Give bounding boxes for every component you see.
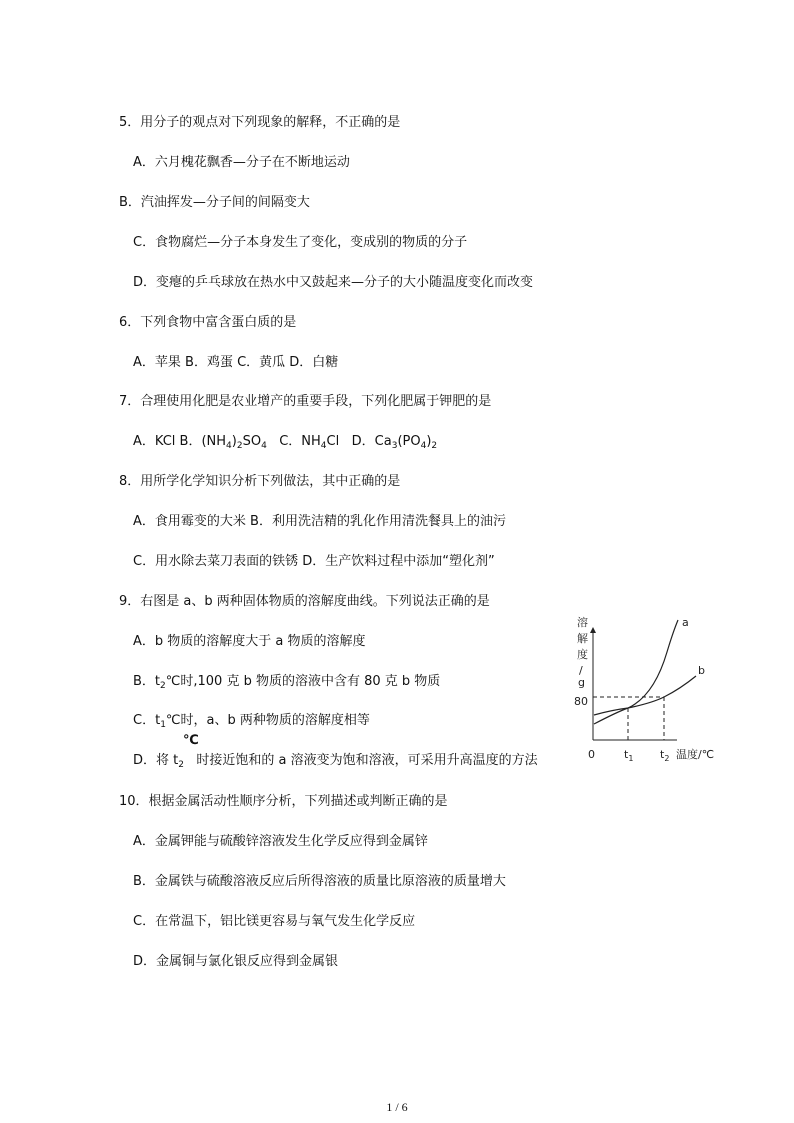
x-tick-t1: $t_1$ (624, 748, 634, 763)
q8-options-cd: C．用水除去菜刀表面的铁锈 D．生产饮料过程中添加“塑化剂” (133, 554, 495, 569)
q5-option-b: B．汽油挥发—分子间的间隔变大 (119, 195, 310, 210)
q5-option-a: A．六月槐花飘香—分子在不断地运动 (133, 155, 350, 170)
y-tick-80: 80 (574, 695, 588, 708)
q7-options (133, 434, 437, 450)
x-tick-t2: $t_2$ (660, 748, 670, 763)
origin-label: 0 (588, 748, 595, 761)
q9-option-c: C．$t_1℃$时，a、b 两种物质的溶解度相等 (133, 713, 370, 730)
q5-stem: 5．用分子的观点对下列现象的解释，不正确的是 (119, 115, 401, 130)
q7-option-b: B．$(NH_4)_2SO_4$ (179, 434, 267, 451)
y-axis-label-3: 度 (577, 648, 588, 661)
q10-option-a: A．金属钾能与硫酸锌溶液发生化学反应得到金属锌 (133, 834, 428, 849)
q10-stem: 10．根据金属活动性顺序分析，下列描述或判断正确的是 (119, 794, 448, 809)
curve-a-label: a (682, 616, 689, 629)
q7-stem: 7．合理使用化肥是农业增产的重要手段，下列化肥属于钾肥的是 (119, 394, 492, 409)
q5-option-c: C．食物腐烂—分子本身发生了变化，变成别的物质的分子 (133, 235, 468, 250)
q7-option-d: D．$Ca_3(PO_4)_2$ (351, 434, 438, 451)
y-axis-label-5: g (578, 676, 585, 689)
q7-option-c: C．$NH_4Cl$ (279, 434, 340, 451)
q6-stem: 6．下列食物中富含蛋白质的是 (119, 315, 297, 330)
q10-option-d: D．金属铜与氯化银反应得到金属银 (133, 954, 339, 969)
q6-options: A．苹果 B．鸡蛋 C．黄瓜 D．白糖 (133, 355, 339, 370)
page-number: 1 / 6 (386, 1100, 408, 1114)
q9-option-d-unit: ℃ (183, 733, 199, 748)
q9-option-a: A．b 物质的溶解度大于 a 物质的溶解度 (133, 634, 366, 649)
q9-stem: 9．右图是 a、b 两种固体物质的溶解度曲线。下列说法正确的是 (119, 594, 490, 609)
curve-b-label: b (698, 664, 705, 677)
solubility-chart (572, 612, 732, 772)
curve-a (594, 620, 678, 724)
y-axis-label-4: / (579, 664, 583, 677)
q9-option-b: B．$t_2℃$时,100 克 b 物质的溶液中含有 80 克 b 物质 (133, 674, 441, 691)
q9-option-d: D．将 $t_2$ 时接近饱和的 a 溶液变为饱和溶液，可采用升高温度的方法 (133, 753, 538, 770)
q5-option-d: D．变瘪的乒乓球放在热水中又鼓起来—分子的大小随温度变化而改变 (133, 275, 534, 290)
y-axis-label-1: 溶 (577, 616, 588, 629)
q8-stem: 8．用所学化学知识分析下列做法，其中正确的是 (119, 474, 401, 489)
x-axis-label: 温度/℃ (676, 748, 715, 761)
q10-option-c: C．在常温下，铝比镁更容易与氧气发生化学反应 (133, 914, 416, 929)
q7-option-a: A．KCl (133, 434, 176, 449)
q10-option-b: B．金属铁与硫酸溶液反应后所得溶液的质量比原溶液的质量增大 (133, 874, 506, 889)
q8-options-ab: A．食用霉变的大米 B．利用洗洁精的乳化作用清洗餐具上的油污 (133, 514, 506, 529)
y-axis-label-2: 解 (577, 632, 588, 645)
